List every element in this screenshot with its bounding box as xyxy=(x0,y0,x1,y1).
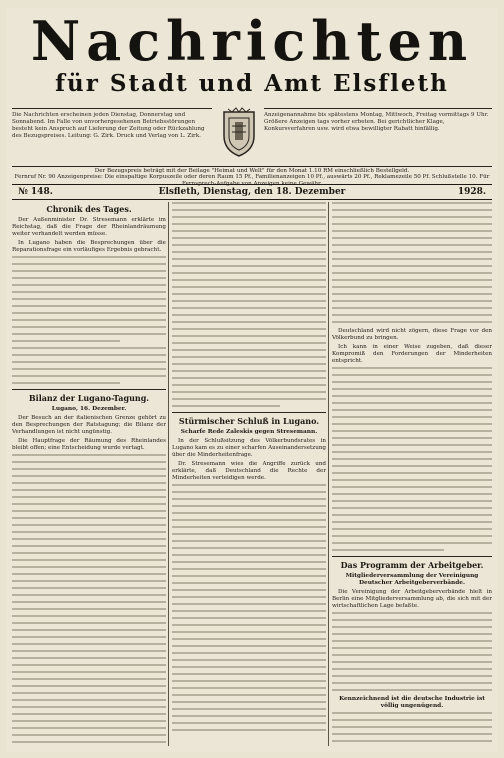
divider xyxy=(12,389,166,390)
heading-chronik: Chronik des Tages. xyxy=(46,204,132,214)
issue-number: № 148. xyxy=(18,187,53,197)
text-filler xyxy=(332,712,492,746)
text-filler xyxy=(332,202,492,323)
article-text: Die Vereinigung der Arbeitgeberverbände hielt in Berlin eine Mitgliederversammlung ab, die sich mit der wirtschaftlichen Lage befaßte. xyxy=(332,589,492,609)
divider xyxy=(172,412,326,413)
issue-bar xyxy=(12,184,492,200)
text-filler xyxy=(172,484,326,731)
divider xyxy=(332,556,492,557)
publication-info: Die Nachrichten erscheinen jeden Dienstag, Donnerstag und Sonnabend. Im Falle von unvorhergesehenen Betriebsstörungen besteht kein Anspruch auf Lieferung der Zeitung oder Rückzahlung des Bezugspreises. Leitung: G. Zirk. Druck und Verlag von L. Zirk. xyxy=(12,108,212,168)
article-text: Deutschland wird nicht zögern, diese Frage vor den Völkerbund zu bringen. xyxy=(332,328,492,341)
column-3 xyxy=(332,202,492,746)
issue-date: Elsfleth, Dienstag, den 18. Dezember xyxy=(158,187,346,197)
column-rule xyxy=(168,202,169,746)
text-filler xyxy=(332,612,492,691)
article-text: Der Besuch an der italienischen Grenze gehört zu den Besprechungen der Ratstagung; die Bilanz der Verhandlungen ist nicht ungünstig. xyxy=(12,415,166,435)
advertising-info: Anzeigenannahme bis spätestens Montag, Mittwoch, Freitag vormittags 9 Uhr. Größere Anzeigen tags vorher erbeten. Bei gerichtlicher Klage, Konkursverfahren usw. wird etwa bewilligter Rabatt hinfällig. xyxy=(264,108,492,168)
article-text: In Lugano haben die Besprechungen über die Reparationsfrage ein vorläufiges Ergebnis gebracht. xyxy=(12,240,166,253)
coat-of-arms-icon xyxy=(220,106,258,158)
masthead-subtitle: für Stadt und Amt Elsfleth xyxy=(55,70,449,97)
dateline: Lugano, 16. Dezember. xyxy=(51,406,127,412)
heading-lugano-schluss: Stürmischer Schluß in Lugano. xyxy=(178,416,320,426)
heading-lugano-bilanz: Bilanz der Lugano-Tagung. xyxy=(28,393,150,403)
subscription-price: Der Bezugspreis beträgt mit der Beilage "Heimat und Welt" für den Monat 1.10 RM einschließlich Bestellgeld. xyxy=(12,166,492,175)
article-text: Dr. Stresemann wies die Angriffe zurück und erklärte, daß Deutschland die Rechte der Minderheiten verteidigen werde. xyxy=(172,461,326,481)
article-text: Die Hauptfrage der Räumung des Rheinlandes bleibt offen; eine Entscheidung wurde vertagt. xyxy=(12,438,166,451)
text-filler xyxy=(172,202,326,407)
text-filler xyxy=(332,367,492,551)
advertising-rates: Fernruf Nr. 90 Anzeigenpreise: Die einspaltige Korpuszeile oder deren Raum 15 Pf., Familienanzeigen 10 Pf., auswärts 20 Pf., Reklamezeile 50 Pf. Schlußstelle 10. Für Fernsprech-Aufgabe von Anzeigen keine Gewähr. xyxy=(14,174,490,187)
article-text: In der Schlußsitzung des Völkerbundsrates in Lugano kam es zu einer scharfen Auseinandersetzung über die Minderheitenfrage. xyxy=(172,438,326,458)
heading-arbeitgeber: Das Programm der Arbeitgeber. xyxy=(340,560,484,570)
subheading: Mitgliederversammlung der Vereinigung Deutscher Arbeitgeberverbände. xyxy=(345,573,479,586)
subheading: Scharfe Rede Zaleskis gegen Stresemann. xyxy=(180,429,318,435)
masthead-title: Nachrichten xyxy=(30,9,474,73)
subheading: Kennzeichnend ist die deutsche Industrie ist völlig ungenügend. xyxy=(339,696,485,709)
column-rule xyxy=(328,202,329,746)
column-2 xyxy=(172,202,326,746)
article-text: Der Außenminister Dr. Stresemann erklärte im Reichstag, daß die Frage der Rheinlandräumung weiter verhandelt werden müsse. xyxy=(12,217,166,237)
column-1 xyxy=(12,202,166,746)
issue-year: 1928. xyxy=(457,187,486,197)
article-text: Ich kann in einer Weise zugeben, daß dieser Kompromiß den Forderungen der Minderheiten entspricht. xyxy=(332,344,492,364)
text-filler xyxy=(12,454,166,746)
text-filler xyxy=(12,256,166,384)
newspaper-page xyxy=(6,8,498,752)
